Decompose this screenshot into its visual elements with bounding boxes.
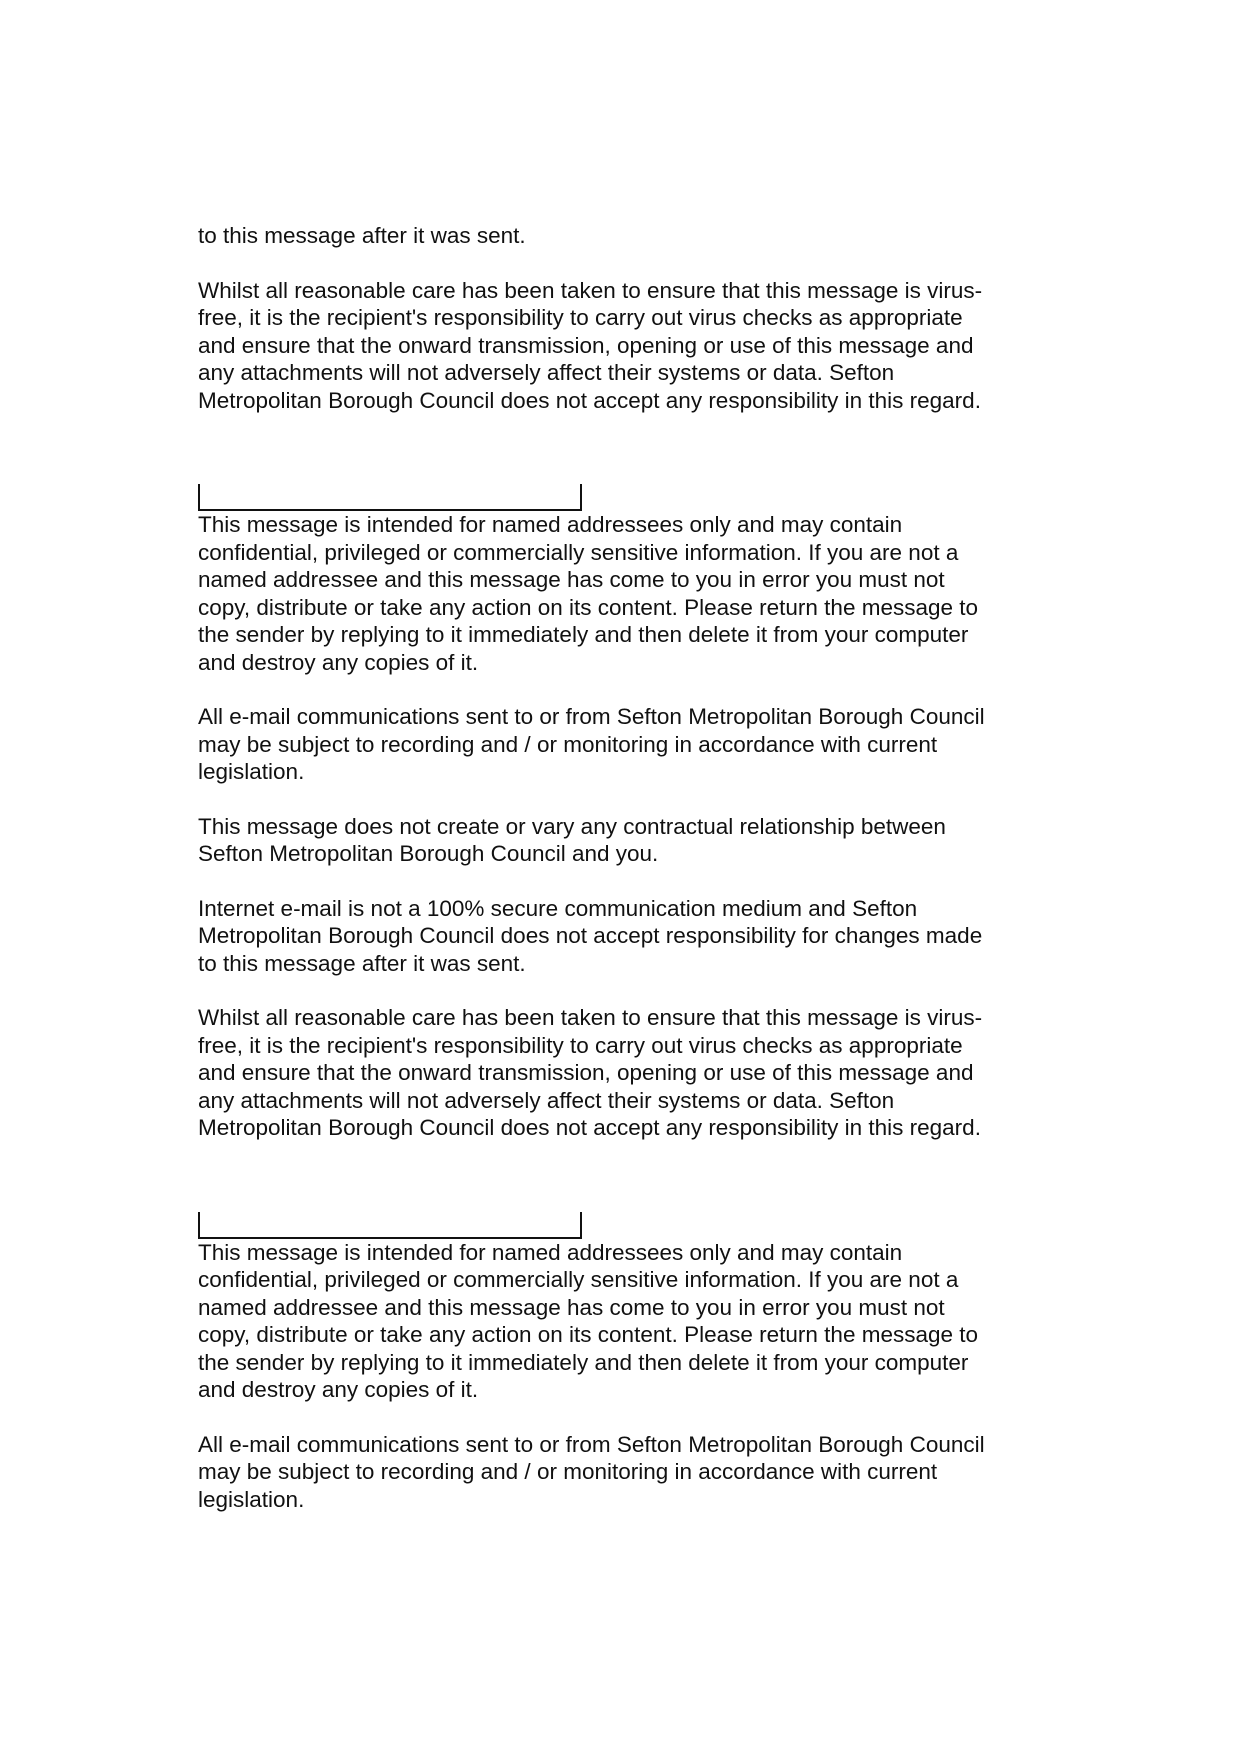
paragraph-sent-note: to this message after it was sent. bbox=[198, 223, 526, 248]
paragraph-virus-disclaimer: Whilst all reasonable care has been taken to ensure that this message is virus- free, it is the recipient's responsibility to carry out virus checks as appropriate and ensure that the onward transmission, opening or use of this message and any attachments will not adversely affect their systems or data. Sefton Metropolitan Borough Council does not accept any responsibility in this regard. bbox=[198, 1005, 983, 1140]
paragraph-monitoring-notice: All e-mail communications sent to or from Sefton Metropolitan Borough Council may be subject to recording and / or monitoring in accordance with current legislation. bbox=[198, 1431, 985, 1512]
paragraph-gap bbox=[198, 786, 1078, 813]
paragraph-virus-disclaimer: Whilst all reasonable care has been taken to ensure that this message is virus- free, it is the recipient's responsibility to carry out virus checks as appropriate and ensure that the onward transmission, opening or use of this message and any attachments will not adversely affect their systems or data. Sefton Metropolitan Borough Council does not accept any responsibility in this regard. bbox=[198, 277, 983, 413]
section-gap bbox=[198, 414, 1078, 484]
paragraph-security-notice: Internet e-mail is not a 100% secure communication medium and Sefton Metropolitan Borough Council does not accept responsibility for changes made to this message after it was sent. bbox=[198, 895, 983, 976]
paragraph-confidentiality-notice: This message is intended for named addressees only and may contain confidential, privileged or commercially sensitive information. If you are not a named addressee and this message has come to you in error you must not copy, distribute or take any action on its content. Please return the message to the sender by replying to it immediately and then delete it from your computer and destroy any copies of it. bbox=[198, 512, 979, 675]
paragraph-gap bbox=[198, 1404, 1078, 1431]
section-gap bbox=[198, 1142, 1078, 1212]
paragraph-confidentiality-notice: This message is intended for named addressees only and may contain confidential, privileged or commercially sensitive information. If you are not a named addressee and this message has come to you in error you must not copy, distribute or take any action on its content. Please return the message to the sender by replying to it immediately and then delete it from your computer and destroy any copies of it. bbox=[198, 1239, 979, 1402]
paragraph-contractual-notice: This message does not create or vary any contractual relationship between Sefton Metropolitan Borough Council and you. bbox=[198, 813, 946, 866]
paragraph-gap bbox=[198, 676, 1078, 703]
paragraph-gap bbox=[198, 977, 1078, 1004]
separator-bracket bbox=[198, 1212, 582, 1239]
paragraph-gap bbox=[198, 868, 1078, 895]
document-page bbox=[198, 222, 1078, 1513]
paragraph-gap bbox=[198, 250, 1078, 277]
paragraph-monitoring-notice: All e-mail communications sent to or from Sefton Metropolitan Borough Council may be subject to recording and / or monitoring in accordance with current legislation. bbox=[198, 704, 985, 784]
separator-bracket bbox=[198, 484, 582, 511]
